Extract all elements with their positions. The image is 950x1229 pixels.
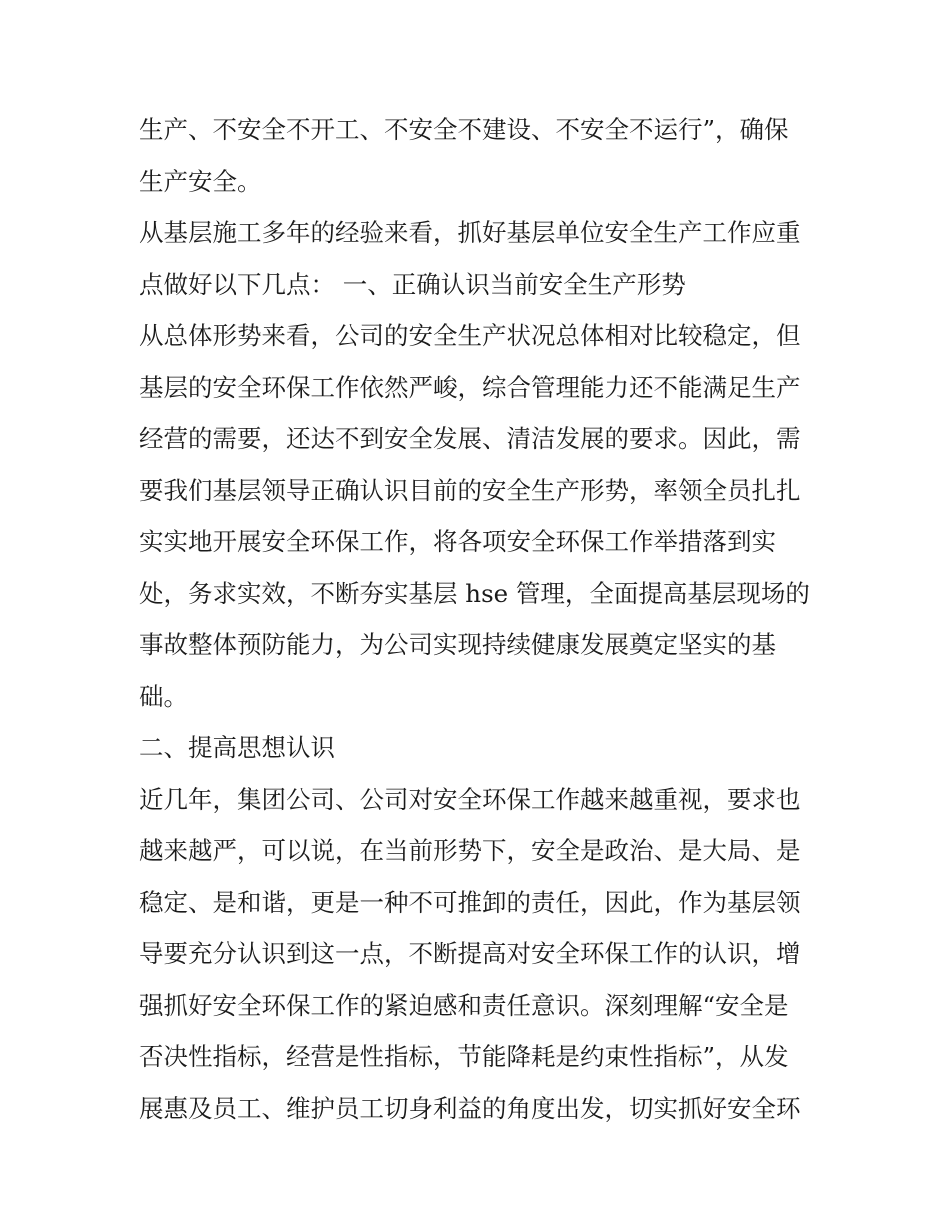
text-line: 事故整体预防能力，为公司实现持续健康发展奠定坚实的基 <box>139 630 776 659</box>
text-line: 稳定、是和谐，更是一种不可推卸的责任，因此，作为基层领 <box>139 887 801 917</box>
text-line: 展惠及员工、维护员工切身利益的角度出发，切实抓好安全环 <box>139 1093 801 1123</box>
text-line: 从基层施工多年的经验来看，抓好基层单位安全生产工作应重 <box>139 218 801 247</box>
text-line: 越来越严，可以说，在当前形势下，安全是政治、是大局、是 <box>139 836 801 865</box>
text-line: 否决性指标，经营是性指标，节能降耗是约束性指标”，从发 <box>139 1042 789 1071</box>
text-line: 经营的需要，还达不到安全发展、清洁发展的要求。因此，需 <box>139 424 801 453</box>
text-line: 础。 <box>139 681 188 711</box>
text-line: 基层的安全环保工作依然严峻，综合管理能力还不能满足生产 <box>139 372 801 402</box>
text-line: 从总体形势来看，公司的安全生产状况总体相对比较稳定，但 <box>139 321 801 350</box>
text-line: 导要充分认识到这一点，不断提高对安全环保工作的认识，增 <box>139 939 801 968</box>
text-line: 生产、不安全不开工、不安全不建设、不安全不运行”，确保 <box>139 115 789 144</box>
section-heading: 二、提高思想认识 <box>139 733 335 762</box>
document-body <box>139 104 819 1134</box>
text-line: 处，务求实效，不断夯实基层 hse 管理，全面提高基层现场的 <box>139 578 810 608</box>
text-line: 实实地开展安全环保工作，将各项安全环保工作举措落到实 <box>139 527 776 556</box>
text-line: 要我们基层领导正确认识目前的安全生产形势，率领全员扎扎 <box>139 475 801 505</box>
text-line: 点做好以下几点： 一、正确认识当前安全生产形势 <box>139 269 686 299</box>
text-line: 生产安全。 <box>139 166 262 196</box>
text-line: 强抓好安全环保工作的紧迫感和责任意识。深刻理解“安全是 <box>139 990 789 1020</box>
text-line: 近几年，集团公司、公司对安全环保工作越来越重视，要求也 <box>139 784 801 814</box>
